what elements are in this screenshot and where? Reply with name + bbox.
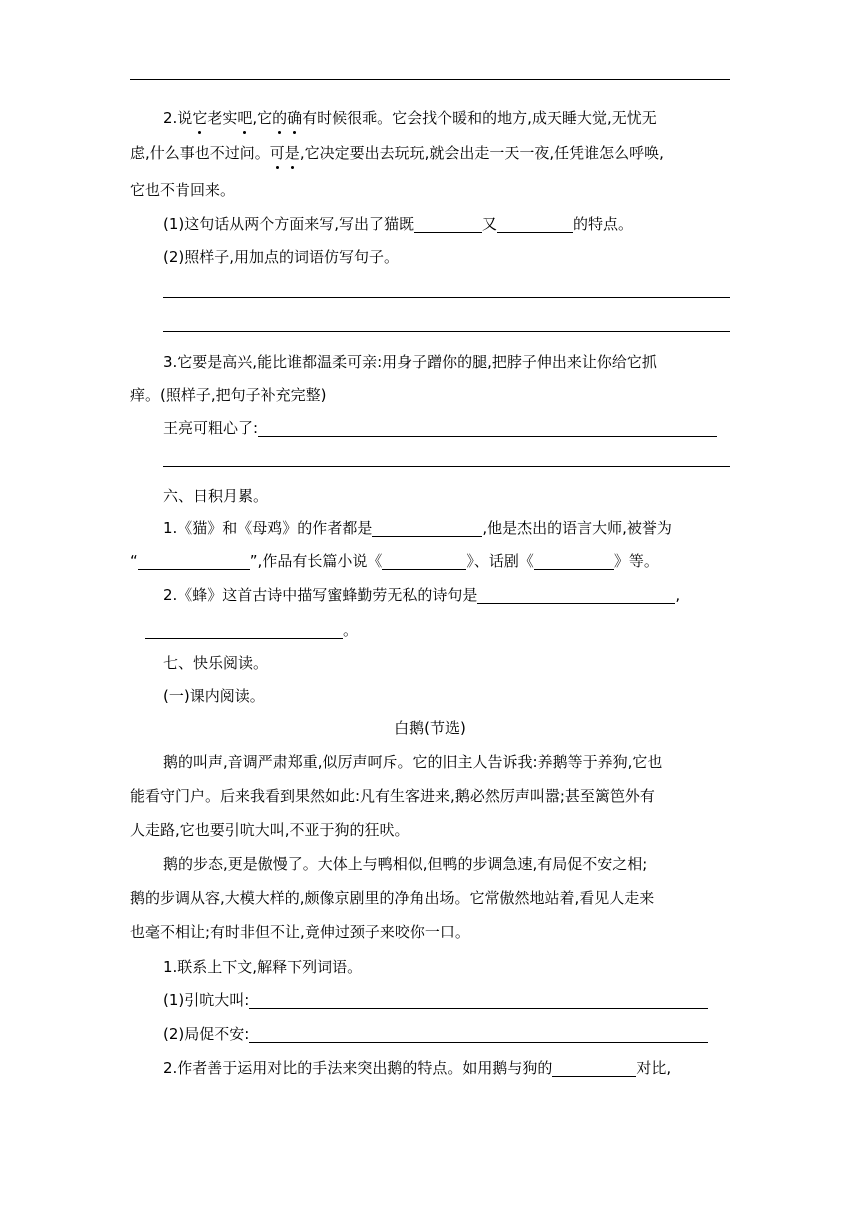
- passage-title: 白鹅(节选): [394, 719, 466, 737]
- section7-subheading: (一)课内阅读。: [163, 687, 265, 705]
- s7-q1: 1.联系上下文,解释下列词语。: [163, 958, 363, 976]
- emphasis-dot-char: 的: [272, 109, 288, 127]
- answer-blank[interactable]: [145, 623, 343, 639]
- q5-2-line2: 虑,什么事也不过问。可是,它决定要出去玩玩,就会出走一天一夜,任凭谁怎么呼唤,: [130, 144, 664, 162]
- emphasis-dot-char: 是: [284, 144, 300, 162]
- section7-heading: 七、快乐阅读。: [163, 654, 269, 672]
- q5-3-prompt: 王亮可粗心了:: [130, 418, 763, 438]
- emphasis-dot-char: 吧: [237, 109, 253, 127]
- answer-blank[interactable]: [138, 554, 250, 570]
- answer-blank[interactable]: [258, 421, 717, 437]
- answer-blank[interactable]: [477, 588, 675, 604]
- q5-3-line2: 痒。(照样子,把句子补充完整): [130, 386, 327, 404]
- s6-q2-line1: 2.《蜂》这首古诗中描写蜜蜂勤劳无私的诗句是 ,: [163, 586, 681, 604]
- answer-blank[interactable]: [414, 217, 482, 233]
- s7-q1-1: (1)引吭大叫:: [130, 990, 763, 1010]
- passage-p2-line2: 鹅的步调从容,大模大样的,颇像京剧里的净角出场。它常傲然地站着,看见人走来: [130, 889, 655, 907]
- s7-q2: 2.作者善于运用对比的手法来突出鹅的特点。如用鹅与狗的 对比,: [163, 1059, 672, 1077]
- answer-blank[interactable]: [382, 554, 466, 570]
- emphasis-dot-char: 它: [192, 109, 208, 127]
- answer-blank[interactable]: [497, 217, 573, 233]
- q5-2-line3: 它也不肯回来。: [130, 181, 236, 199]
- q5-2-sub1: (1)这句话从两个方面来写,写出了猫既 又 的特点。: [163, 215, 634, 233]
- answer-blank[interactable]: [534, 554, 614, 570]
- passage-p2-line1: 鹅的步态,更是傲慢了。大体上与鸭相似,但鸭的步调急速,有局促不安之相;: [163, 855, 648, 873]
- s6-q2-line2: 。: [145, 620, 745, 640]
- answer-blank[interactable]: [249, 993, 708, 1009]
- answer-line[interactable]: [163, 331, 730, 332]
- s6-q1-line2: “ ”,作品有长篇小说《 》、话剧《 》等。: [130, 552, 659, 570]
- passage-p2-line3: 也毫不相让;有时非但不让,竟伸过颈子来咬你一口。: [130, 923, 470, 941]
- answer-line[interactable]: [163, 297, 730, 298]
- q5-2-sub2: (2)照样子,用加点的词语仿写句子。: [163, 248, 400, 266]
- answer-blank[interactable]: [372, 521, 482, 537]
- passage-p1-line3: 人走路,它也要引吭大叫,不亚于狗的狂吠。: [130, 821, 410, 839]
- emphasis-dot-char: 确: [287, 109, 303, 127]
- q5-2-line1: 2.说它老实吧,它的确有时候很乖。它会找个暖和的地方,成天睡大觉,无忧无: [163, 109, 657, 127]
- answer-line[interactable]: [163, 466, 730, 467]
- answer-blank[interactable]: [249, 1027, 708, 1043]
- header-rule: [130, 79, 730, 80]
- passage-p1-line1: 鹅的叫声,音调严肃郑重,似厉声呵斥。它的旧主人告诉我:养鹅等于养狗,它也: [163, 753, 663, 771]
- s6-q1-line1: 1.《猫》和《母鸡》的作者都是 ,他是杰出的语言大师,被誉为: [163, 519, 672, 537]
- answer-blank[interactable]: [552, 1061, 636, 1077]
- s7-q1-2: (2)局促不安:: [130, 1024, 763, 1044]
- q5-3-line1: 3.它要是高兴,能比谁都温柔可亲:用身子蹭你的腿,把脖子伸出来让你给它抓: [163, 353, 657, 371]
- section6-heading: 六、日积月累。: [163, 487, 269, 505]
- passage-p1-line2: 能看守门户。后来我看到果然如此:凡有生客进来,鹅必然厉声叫嚣;甚至篱笆外有: [130, 787, 655, 805]
- emphasis-dot-char: 可: [269, 144, 285, 162]
